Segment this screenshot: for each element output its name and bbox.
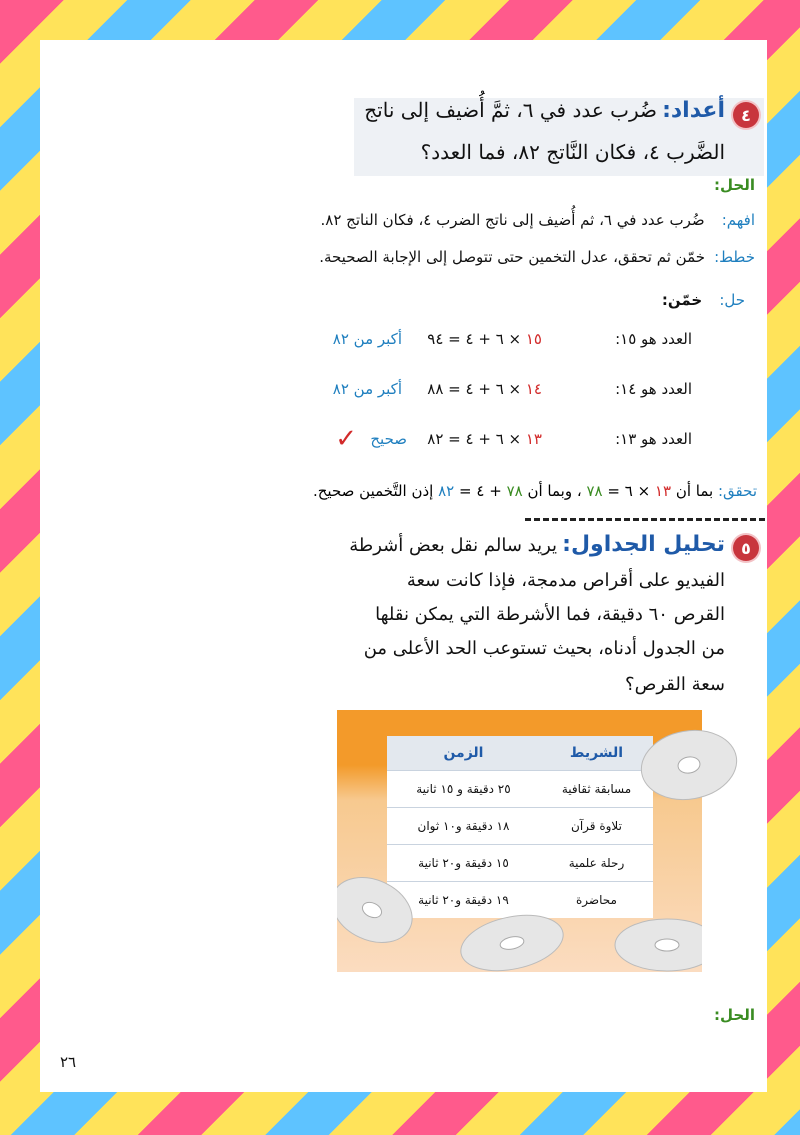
cd-disc-icon (337, 865, 417, 955)
guess-row-1 (40, 330, 767, 360)
problem-4-title: أعداد: (662, 98, 725, 123)
check-text-4: + ٤ = (459, 482, 502, 500)
problem-5-question-3: القرص ٦٠ دقيقة، فما الأشرطة التي يمكن نقلها (375, 604, 725, 625)
check-text-1: بما أن (675, 482, 714, 500)
table-row (387, 808, 653, 845)
problem-4-question-1: ضُرب عدد في ٦، ثمَّ أُضيف إلى ناتج (364, 98, 657, 122)
table-row (387, 771, 653, 808)
header-time: الزمن (387, 736, 540, 771)
problem-5-line-1 (349, 532, 725, 557)
guess-row-2 (40, 380, 767, 410)
tape-name: محاضرة (540, 882, 653, 919)
table-header-row (387, 736, 653, 771)
guess-2-expr: × ٦ + ٤ = ٨٨ (427, 380, 522, 398)
check-row (313, 482, 757, 500)
header-tape: الشريط (540, 736, 653, 771)
guess-label: خمّن: (661, 291, 703, 309)
tape-name: مسابقة ثقافية (540, 771, 653, 808)
guess-1-expression (427, 330, 542, 348)
check-value-82: ٨٢ (438, 482, 455, 500)
guess-3-result: صحيح (370, 430, 407, 448)
guess-3-expression (427, 430, 542, 448)
cd-disc-icon (457, 905, 567, 972)
problem-4-question-2: الضَّرب ٤، فكان النَّاتج ٨٢، فما العدد؟ (420, 140, 725, 164)
understand-text: ضُرب عدد في ٦، ثم أُضيف إلى ناتج الضرب ٤، فكان الناتج ٨٢. (320, 211, 705, 229)
problem-4-number-badge: ٤ (733, 102, 759, 128)
check-text-5: إذن التَّخمين صحيح. (312, 482, 434, 500)
plan-row (319, 247, 755, 266)
tape-name: رحلة علمية (540, 845, 653, 882)
problem-4-line-1 (364, 98, 725, 123)
guess-2-label: العدد هو ١٤: (615, 380, 692, 398)
video-tapes-table (387, 736, 653, 918)
guess-row-3 (40, 424, 767, 460)
problem-5-question-1: يريد سالم نقل بعض أشرطة (349, 535, 558, 556)
problem-5-solution-label: الحل: (714, 1006, 755, 1024)
problem-5-question-5: سعة القرص؟ (625, 674, 725, 695)
guess-1-result: أكبر من ٨٢ (332, 330, 402, 348)
tape-name: تلاوة قرآن (540, 808, 653, 845)
check-value-13: ١٣ (654, 482, 672, 500)
cd-disc-icon (612, 910, 702, 972)
check-text-2: × ٦ = (607, 482, 651, 500)
guess-1-label: العدد هو ١٥: (615, 330, 692, 348)
check-value-78b: ٧٨ (506, 482, 523, 500)
tape-duration: ١٩ دقيقة و٢٠ ثانية (387, 882, 540, 919)
table-row (387, 845, 653, 882)
understand-label: افهم: (721, 211, 755, 229)
check-label: تحقق: (717, 482, 757, 500)
separator-dashes (525, 518, 765, 521)
checkmark-icon: ✓ (335, 424, 357, 454)
guess-1-expr: × ٦ + ٤ = ٩٤ (427, 330, 522, 348)
solve-label: حل: (719, 291, 745, 309)
worksheet-page (40, 40, 767, 1092)
plan-label: خطط: (714, 248, 755, 266)
plan-text: خمّن ثم تحقق، عدل التخمين حتى تتوصل إلى الإجابة الصحيحة. (319, 248, 706, 266)
problem-5-question-4: من الجدول أدناه، بحيث تستوعب الحد الأعلى من (363, 638, 725, 659)
guess-3-label: العدد هو ١٣: (615, 430, 692, 448)
problem-5-number-badge: ٥ (733, 535, 759, 561)
guess-2-expression (427, 380, 542, 398)
guess-3-expr: × ٦ + ٤ = ٨٢ (427, 430, 522, 448)
tape-duration: ١٥ دقيقة و٢٠ ثانية (387, 845, 540, 882)
solve-row (662, 290, 745, 309)
guess-2-factor: ١٤ (525, 380, 542, 398)
solution-label: الحل: (714, 176, 755, 194)
understand-row (321, 210, 756, 229)
page-number: ٢٦ (60, 1053, 77, 1071)
guess-1-factor: ١٥ (525, 330, 542, 348)
tape-duration: ٢٥ دقيقة و ١٥ ثانية (387, 771, 540, 808)
problem-5-question-2: الفيديو على أقراص مدمجة، فإذا كانت سعة (406, 570, 725, 591)
guess-3-factor: ١٣ (525, 430, 542, 448)
problem-5-title: تحليل الجداول: (562, 532, 725, 557)
guess-2-result: أكبر من ٨٢ (332, 380, 402, 398)
check-text-3: ، وبما أن (527, 482, 582, 500)
check-value-78a: ٧٨ (586, 482, 603, 500)
tape-duration: ١٨ دقيقة و١٠ ثوان (387, 808, 540, 845)
cd-disc-icon (638, 720, 740, 810)
